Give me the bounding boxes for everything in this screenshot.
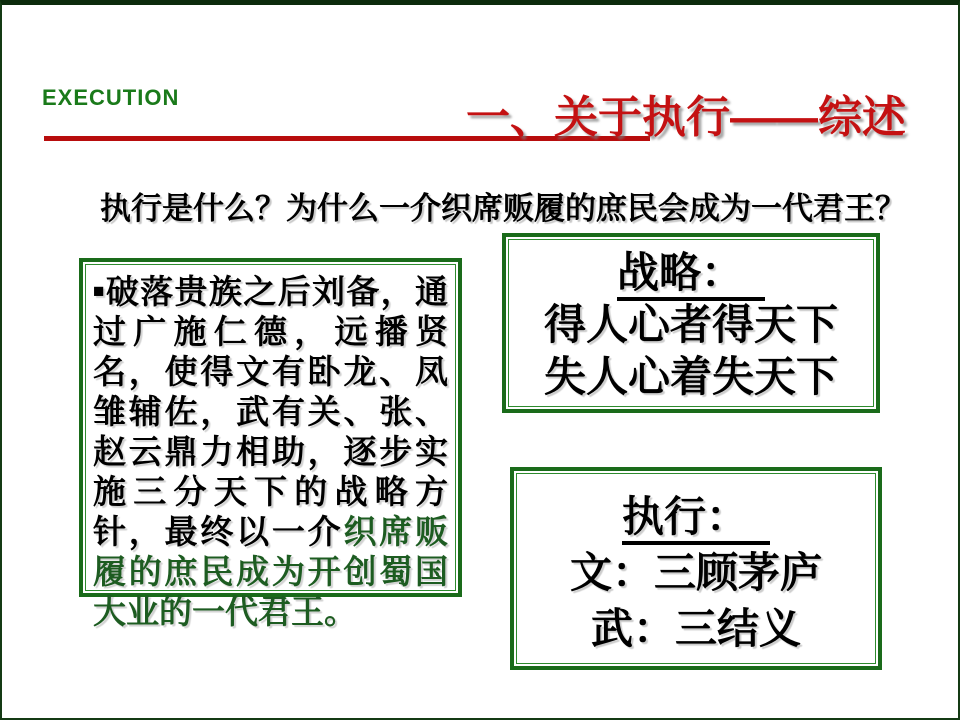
strategy-box: [502, 233, 880, 413]
liubei-story-text-black: 破落贵族之后刘备，通过广施仁德，远播贤名，使得文有卧龙、凤雏辅佐，武有关、张、赵云鼎力相助，逐步实施三分天下的战略方针，最终以一介: [93, 273, 448, 550]
execution-line-1: 文：三顾茅庐: [569, 549, 822, 596]
strategy-line-1: 得人心者得天下: [543, 301, 838, 348]
execution-heading: [514, 489, 878, 545]
section-label: EXECUTION: [42, 85, 180, 110]
strategy-heading: [506, 247, 876, 299]
strategy-line-2: 失人心着失天下: [543, 353, 838, 400]
execution-heading-text: 执行：: [622, 493, 770, 545]
liubei-story-paragraph: [93, 272, 448, 632]
liubei-story-box: [79, 258, 462, 630]
liubei-story-text-green: 织席贩履的庶民成为开创蜀国大业的一代君王。: [93, 513, 449, 630]
bullet-square-icon: ■: [93, 281, 106, 302]
question-text: 执行是什么？为什么一介织席贩履的庶民会成为一代君王？: [100, 191, 906, 226]
slide-title: 一、关于执行——综述: [466, 93, 906, 142]
execution-line-2: 武：三结义: [590, 605, 801, 652]
execution-box: [510, 467, 882, 670]
strategy-heading-text: 战略：: [617, 249, 765, 301]
